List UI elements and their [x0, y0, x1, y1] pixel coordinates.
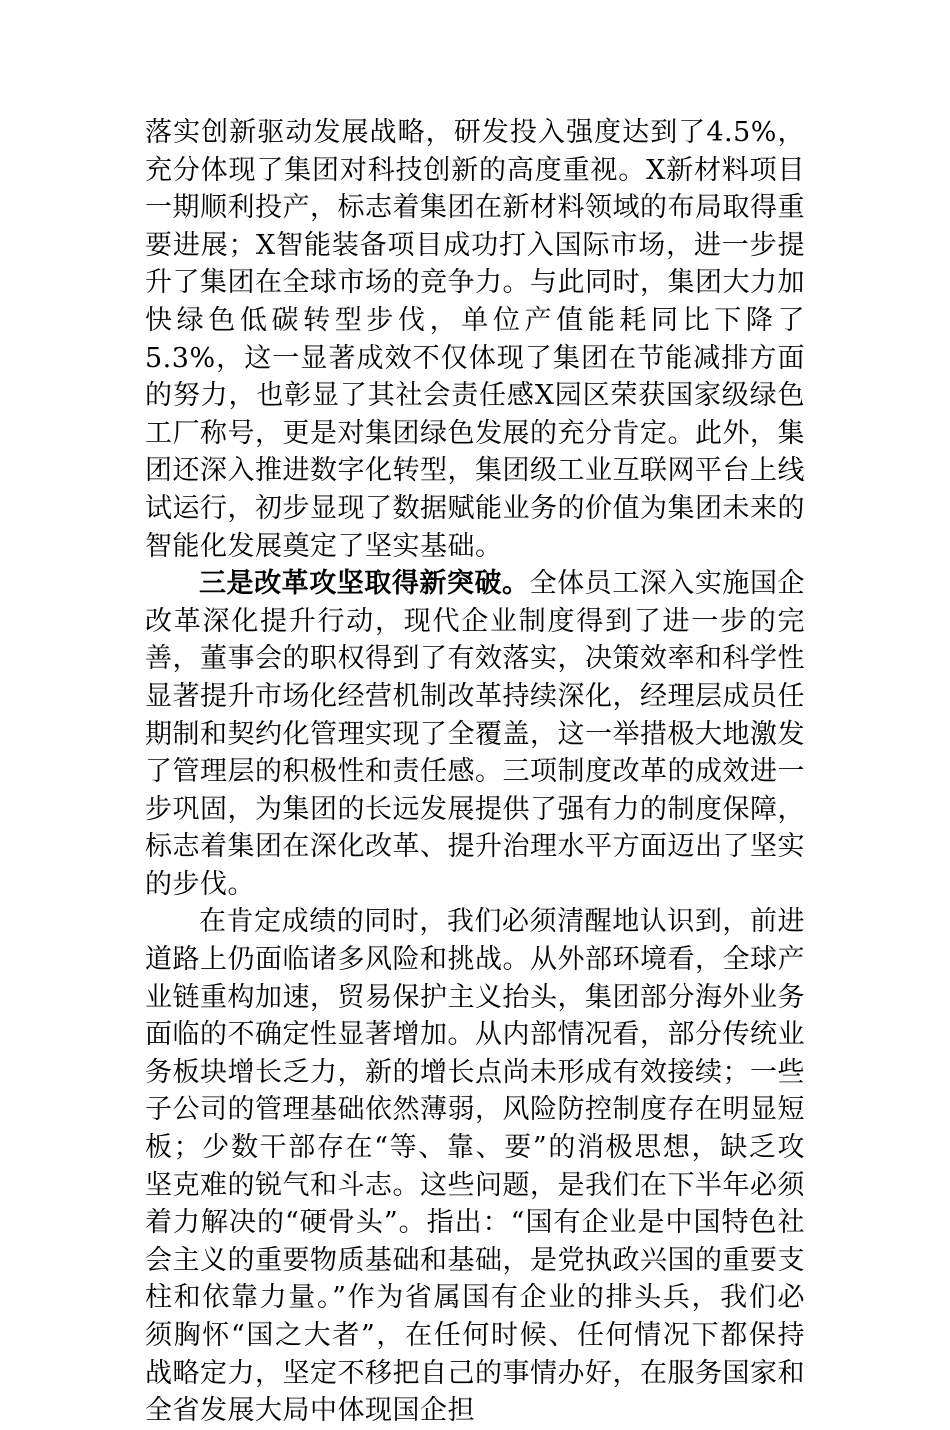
paragraph-text: 落实创新驱动发展战略，研发投入强度达到了4.5%，充分体现了集团对科技创新的高度重视。X新材料项目一期顺利投产，标志着集团在新材料领域的布局取得重要进展；X智能装备项目成功打入国际市场，进一步提升了集团在全球市场的竞争力。与此同时，集团大力加快绿色低碳转型步伐，单位产值能耗同比下降了5.3%，这一显著成效不仅体现了集团在节能减排方面的努力，也彰显了其社会责任感X园区荣获国家级绿色工厂称号，更是对集团绿色发展的充分肯定。此外，集团还深入推进数字化转型，集团级工业互联网平台上线试运行，初步显现了数据赋能业务的价值为集团未来的智能化发展奠定了坚实基础。	[145, 117, 805, 562]
paragraph-reform	[145, 565, 805, 903]
paragraph-text: 全体员工深入实施国企改革深化提升行动，现代企业制度得到了进一步的完善，董事会的职权得到了有效落实，决策效率和科学性显著提升市场化经营机制改革持续深化，经理层成员任期制和契约化管理实现了全覆盖，这一举措极大地激发了管理层的积极性和责任感。三项制度改革的成效进一步巩固，为集团的长远发展提供了强有力的制度保障，标志着集团在深化改革、提升治理水平方面迈出了坚实的步伐。	[145, 568, 806, 900]
paragraph-innovation	[145, 114, 805, 565]
paragraph-challenges	[145, 903, 805, 1429]
paragraph-lead: 三是改革攻坚取得新突破。	[199, 568, 530, 600]
paragraph-text: 在肯定成绩的同时，我们必须清醒地认识到，前进道路上仍面临诸多风险和挑战。从外部环境看，全球产业链重构加速，贸易保护主义抬头，集团部分海外业务面临的不确定性显著增加。从内部情况看，部分传统业务板块增长乏力，新的增长点尚未形成有效接续；一些子公司的管理基础依然薄弱，风险防控制度存在明显短板；少数干部存在“等、靠、要”的消极思想，缺乏攻坚克难的锐气和斗志。这些问题，是我们在下半年必须着力解决的“硬骨头”。指出：“国有企业是中国特色社会主义的重要物质基础和基础，是党执政兴国的重要支柱和依靠力量。”作为省属国有企业的排头兵，我们必须胸怀“国之大者”，在任何时候、任何情况下都保持战略定力，坚定不移把自己的事情办好，在服务国家和全省发展大局中体现国企担	[145, 906, 805, 1427]
document-body	[145, 114, 805, 1430]
